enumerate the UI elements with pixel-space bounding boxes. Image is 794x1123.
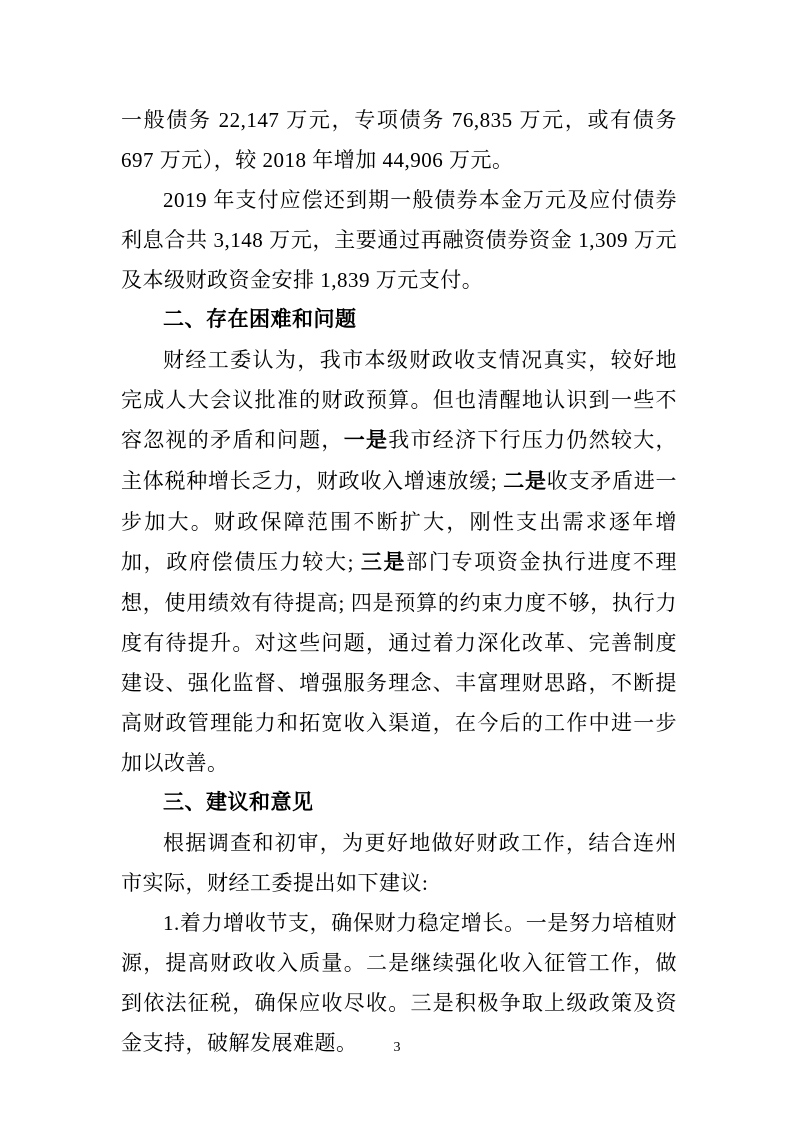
section-heading-suggestions: 三、建议和意见 bbox=[163, 791, 314, 814]
problems-second-label: 二是 bbox=[503, 470, 547, 493]
paragraph-problems bbox=[121, 340, 677, 783]
page-number: 3 bbox=[393, 1040, 401, 1055]
problems-second-text: 收支矛盾进一步加大。财政保障范围不断扩大，刚性支出需求逐年增加，政府偿债压力较大; bbox=[121, 469, 677, 574]
problems-first-label: 一是 bbox=[343, 429, 389, 452]
section-heading-problems: 二、存在困难和问题 bbox=[163, 308, 357, 331]
paragraph-suggestions-basis: 根据调查和初审，为更好地做好财政工作，结合连州市实际，财经工委提出如下建议: bbox=[121, 831, 677, 895]
paragraph-debt-figures: 一般债务 22,147 万元，专项债务 76,835 万元，或有债务 697 万元），较 2018 年增加 44,906 万元。 bbox=[121, 108, 677, 172]
paragraph-suggestion-1: 1.着力增收节支，确保财力稳定增长。一是努力培植财源，提高财政收入质量。二是继续强化收入征管工作，做到依法征税，确保应收尽收。三是积极争取上级政策及资金支持，破解发展难题。 bbox=[121, 911, 677, 1055]
problems-third-text: 部门专项资金执行进度不理想，使用绩效有待提高; 四是预算的约束力度不够，执行力度有待提升。对这些问题，通过着力深化改革、完善制度建设、强化监督、增强服务理念、丰富理财思路，不断提高财政管理能力和拓宽收入渠道，在今后的工作中进一步加以改善。 bbox=[121, 550, 677, 775]
problems-first-text: 我市经济下行压力仍然较大，主体税种增长乏力，财政收入增速放缓; bbox=[121, 428, 678, 493]
problems-third-label: 三是 bbox=[360, 551, 407, 574]
problems-intro-text: 财经工委认为，我市本级财政收支情况真实，较好地完成人大会议批准的财政预算。但也清醒地认识到一些不容忽视的矛盾和问题， bbox=[121, 348, 677, 452]
document-body bbox=[121, 100, 677, 1063]
paragraph-bond-repayment: 2019 年支付应偿还到期一般债券本金万元及应付债券利息合共 3,148 万元，主要通过再融资债券资金 1,309 万元及本级财政资金安排 1,839 万元支付。 bbox=[121, 188, 677, 292]
